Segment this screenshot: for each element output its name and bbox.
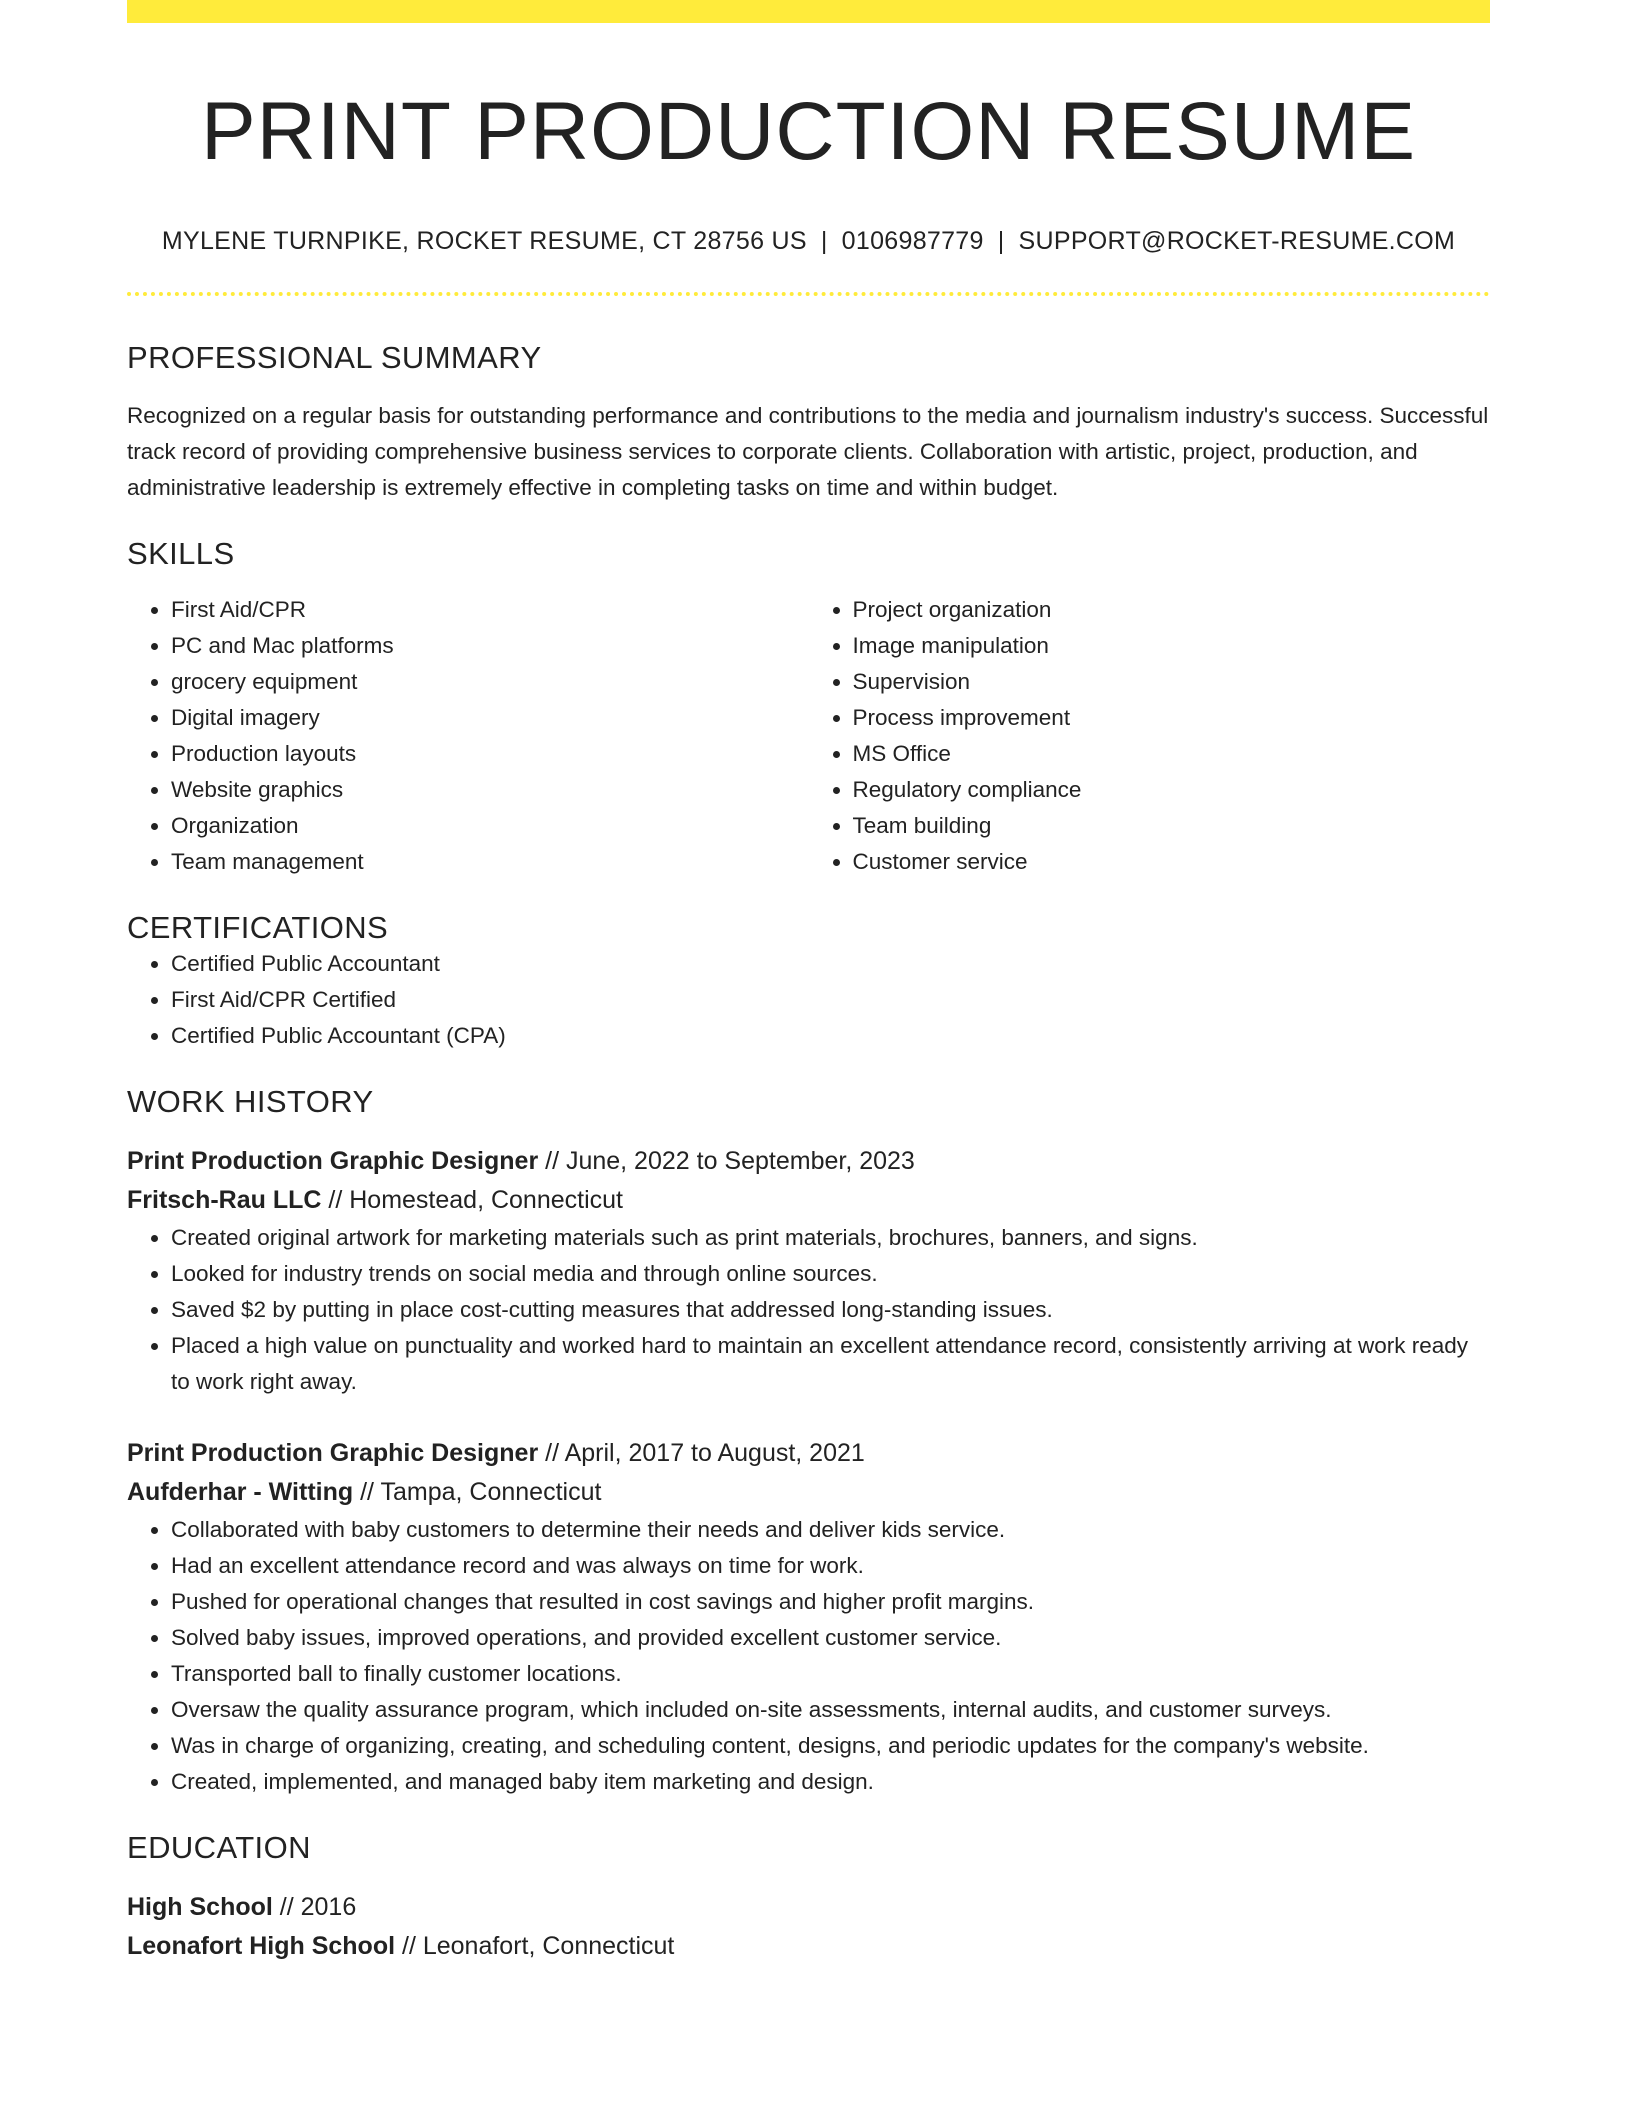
job-company: Fritsch-Rau LLC — [127, 1186, 322, 1215]
skill-item: • Team management — [171, 844, 809, 880]
certification-item: • First Aid/CPR Certified — [171, 982, 1490, 1018]
skills-list-left — [127, 592, 809, 880]
skills-heading: SKILLS — [127, 536, 235, 572]
certification-item: • Certified Public Accountant (CPA) — [171, 1018, 1490, 1054]
contact-separator: | — [820, 227, 828, 256]
education-degree-line — [127, 1888, 1490, 1927]
education-year: // 2016 — [272, 1893, 357, 1922]
job-duty-item: • Created original artwork for marketing materials such as print materials, brochures, banners, and signs. — [171, 1220, 1490, 1256]
job-duty-item: • Placed a high value on punctuality and worked hard to maintain an excellent attendance record, consistently arriving at work ready to work right away. — [171, 1328, 1490, 1400]
job-duty-item: • Solved baby issues, improved operations, and provided excellent customer service. — [171, 1620, 1490, 1656]
header-divider — [127, 292, 1490, 296]
skill-item: • grocery equipment — [171, 664, 809, 700]
work-history-heading: WORK HISTORY — [127, 1084, 374, 1120]
skills-list-right — [809, 592, 1491, 880]
skill-item: • MS Office — [853, 736, 1491, 772]
job-location: // Homestead, Connecticut — [321, 1186, 623, 1215]
job-company: Aufderhar - Witting — [127, 1478, 354, 1507]
job-title-line — [127, 1142, 1490, 1181]
job-duties-list — [127, 1512, 1490, 1800]
resume-page — [127, 0, 1490, 1966]
education-degree: High School — [127, 1893, 273, 1922]
job-title: Print Production Graphic Designer — [127, 1147, 539, 1176]
job-duty-item: • Oversaw the quality assurance program, which included on-site assessments, internal audits, and customer surveys. — [171, 1692, 1490, 1728]
certification-item: • Certified Public Accountant — [171, 946, 1490, 982]
job-dates: // April, 2017 to August, 2021 — [538, 1439, 865, 1468]
job-title-line — [127, 1434, 1490, 1473]
job-company-line — [127, 1181, 1490, 1220]
education-heading: EDUCATION — [127, 1830, 311, 1866]
skill-item: • Project organization — [853, 592, 1491, 628]
job-location: // Tampa, Connecticut — [353, 1478, 602, 1507]
job-entry — [127, 1434, 1490, 1800]
education-school-line — [127, 1927, 1490, 1966]
job-duty-item: • Pushed for operational changes that resulted in cost savings and higher profit margins. — [171, 1584, 1490, 1620]
skill-item: • Production layouts — [171, 736, 809, 772]
job-duty-item: • Transported ball to finally customer locations. — [171, 1656, 1490, 1692]
skills-column-right — [809, 592, 1491, 880]
skill-item: • Image manipulation — [853, 628, 1491, 664]
job-duty-item: • Had an excellent attendance record and was always on time for work. — [171, 1548, 1490, 1584]
top-accent-bar — [127, 0, 1490, 23]
skill-item: • Process improvement — [853, 700, 1491, 736]
job-duty-item: • Was in charge of organizing, creating, and scheduling content, designs, and periodic updates for the company's website. — [171, 1728, 1490, 1764]
contact-line — [127, 227, 1490, 256]
job-duty-item: • Looked for industry trends on social media and through online sources. — [171, 1256, 1490, 1292]
skill-item: • Organization — [171, 808, 809, 844]
skill-item: • Digital imagery — [171, 700, 809, 736]
skill-item: • Regulatory compliance — [853, 772, 1491, 808]
contact-phone: 0106987779 — [841, 227, 984, 256]
contact-separator: | — [997, 227, 1005, 256]
summary-text: Recognized on a regular basis for outstanding performance and contributions to the media and journalism industry's success. Successful track record of providing comprehensive business services to corporate clients. Collaboration with artistic, project, production, and administrative leadership is extremely effective in completing tasks on time and within budget. — [127, 403, 1489, 501]
skills-grid — [127, 592, 1490, 880]
education-school: Leonafort High School — [127, 1932, 396, 1961]
job-duties-list — [127, 1220, 1490, 1400]
education-entry — [127, 1888, 1490, 1966]
skill-item: • First Aid/CPR — [171, 592, 809, 628]
job-company-line — [127, 1473, 1490, 1512]
summary-heading: PROFESSIONAL SUMMARY — [127, 340, 542, 376]
skills-column-left — [127, 592, 809, 880]
education-location: // Leonafort, Connecticut — [395, 1932, 675, 1961]
certifications-heading: CERTIFICATIONS — [127, 910, 389, 946]
job-title: Print Production Graphic Designer — [127, 1439, 539, 1468]
contact-address: MYLENE TURNPIKE, ROCKET RESUME, CT 28756 US — [161, 227, 807, 256]
job-dates: // June, 2022 to September, 2023 — [538, 1147, 915, 1176]
skill-item: • Customer service — [853, 844, 1491, 880]
job-entry — [127, 1142, 1490, 1400]
skill-item: • PC and Mac platforms — [171, 628, 809, 664]
contact-email: SUPPORT@ROCKET-RESUME.COM — [1018, 227, 1456, 256]
skill-item: • Website graphics — [171, 772, 809, 808]
skill-item: • Team building — [853, 808, 1491, 844]
skill-item: • Supervision — [853, 664, 1491, 700]
job-duty-item: • Collaborated with baby customers to determine their needs and deliver kids service. — [171, 1512, 1490, 1548]
certifications-list — [127, 946, 1490, 1054]
job-duty-item: • Created, implemented, and managed baby item marketing and design. — [171, 1764, 1490, 1800]
resume-title: PRINT PRODUCTION RESUME — [200, 86, 1417, 177]
job-duty-item: • Saved $2 by putting in place cost-cutting measures that addressed long-standing issues. — [171, 1292, 1490, 1328]
